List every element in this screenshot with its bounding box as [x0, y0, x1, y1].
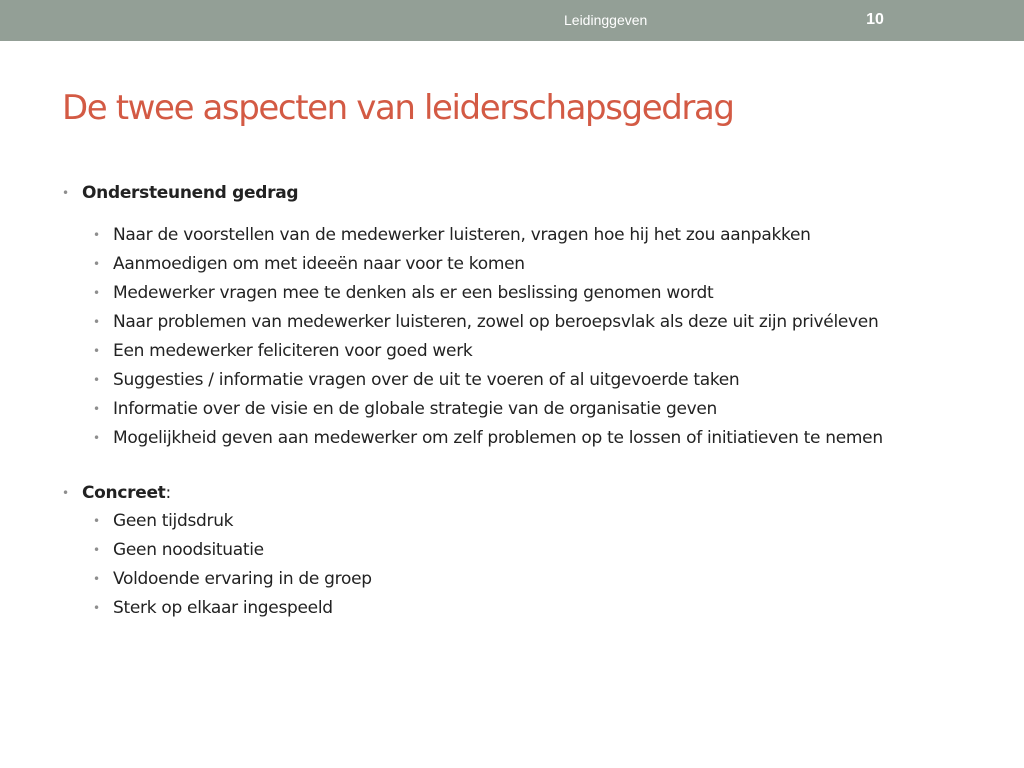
list-item — [93, 282, 973, 305]
list-item-text: Mogelijkheid geven aan medewerker om zelf problemen op te lossen of initiatieven te nemen — [113, 428, 883, 448]
list-item — [93, 427, 973, 450]
section-list-concreet — [93, 510, 973, 620]
section-heading-suffix: : — [165, 483, 171, 503]
list-item-text: Medewerker vragen mee te denken als er een beslissing genomen wordt — [113, 283, 714, 303]
bullet-icon: • — [62, 186, 69, 200]
bullet-icon: • — [62, 486, 69, 500]
bullet-icon: • — [93, 543, 100, 557]
section-heading-concreet — [62, 480, 982, 506]
bullet-icon: • — [93, 431, 100, 445]
bullet-icon: • — [93, 572, 100, 586]
list-item-text: Naar de voorstellen van de medewerker luisteren, vragen hoe hij het zou aanpakken — [113, 225, 811, 245]
list-item-text: Naar problemen van medewerker luisteren, zowel op beroepsvlak als deze uit zijn privéleven — [113, 312, 879, 332]
list-item — [93, 253, 973, 276]
bullet-icon: • — [93, 601, 100, 615]
slide-number: 10 — [866, 11, 884, 28]
list-item-text: Suggesties / informatie vragen over de uit te voeren of al uitgevoerde taken — [113, 370, 740, 390]
list-item-text: Aanmoedigen om met ideeën naar voor te komen — [113, 254, 525, 274]
list-item — [93, 597, 973, 620]
footer-text: Leidinggeven — [564, 12, 648, 28]
section-heading-label: Concreet — [82, 483, 166, 503]
list-item-text: Geen tijdsdruk — [113, 511, 234, 531]
header-bar — [0, 0, 1024, 41]
bullet-icon: • — [93, 514, 100, 528]
section-heading-label: Ondersteunend gedrag — [82, 183, 299, 203]
bullet-icon: • — [93, 344, 100, 358]
list-item-text: Een medewerker feliciteren voor goed werk — [113, 341, 473, 361]
list-item — [93, 398, 973, 421]
section-list-ondersteunend — [93, 224, 973, 450]
bullet-icon: • — [93, 315, 100, 329]
list-item — [93, 311, 973, 334]
list-item-text: Geen noodsituatie — [113, 540, 264, 560]
bullet-icon: • — [93, 228, 100, 242]
list-item — [93, 539, 973, 562]
section-heading-ondersteunend — [62, 180, 982, 206]
list-item — [93, 340, 973, 363]
bullet-icon: • — [93, 402, 100, 416]
list-item — [93, 510, 973, 533]
bullet-icon: • — [93, 257, 100, 271]
bullet-icon: • — [93, 373, 100, 387]
list-item — [93, 224, 973, 247]
bullet-icon: • — [93, 286, 100, 300]
slide-title: De twee aspecten van leiderschapsgedrag — [62, 88, 734, 128]
list-item-text: Informatie over de visie en de globale strategie van de organisatie geven — [113, 399, 717, 419]
list-item — [93, 369, 973, 392]
list-item-text: Voldoende ervaring in de groep — [113, 569, 372, 589]
slide-body — [62, 180, 982, 626]
list-item — [93, 568, 973, 591]
list-item-text: Sterk op elkaar ingespeeld — [113, 598, 333, 618]
